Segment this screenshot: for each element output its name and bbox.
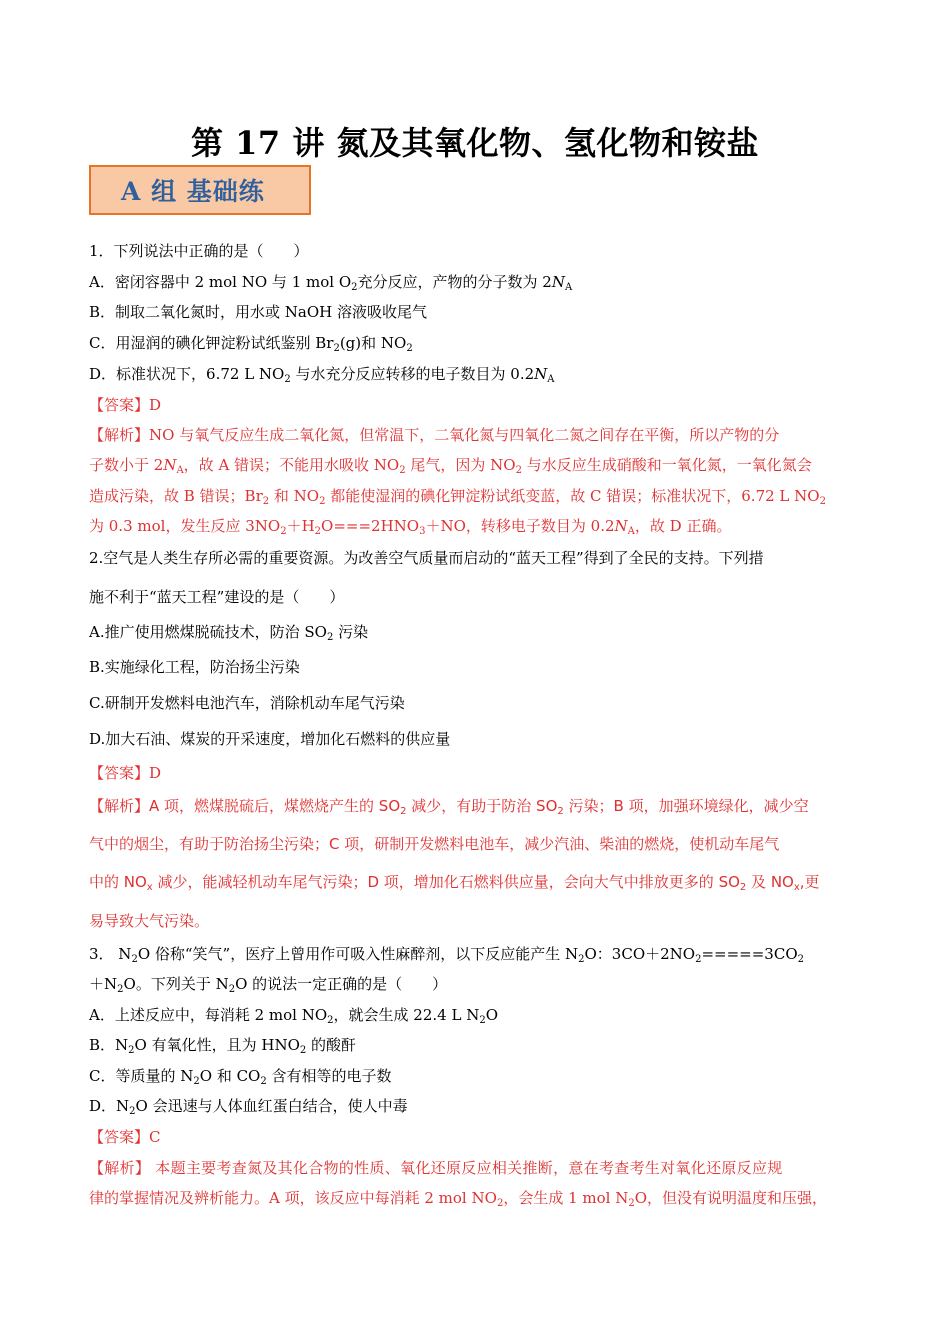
q2-answer: 【答案】D [89, 764, 162, 782]
q3-option-c[interactable]: C．等质量的 $N_2O$ 和 $CO_2$ 含有相等的电子数 [89, 1067, 392, 1087]
q2-option-b[interactable]: B.实施绿化工程，防治扬尘污染 [89, 658, 300, 676]
q1-analysis-line: 【解析】NO 与氧气反应生成二氧化氮，但常温下，二氧化氮与四氧化二氮之间存在平衡，所以产物的分 [89, 426, 780, 444]
q2-analysis-line: 易导致大气污染。 [89, 912, 210, 930]
q1-analysis-line: 造成污染，故 B 错误；$Br_2$ 和 $NO_2$ 都能使湿润的碘化钾淀粉试纸变蓝，故 C 错误；标准状况下，6.72 L $NO_2$ [89, 487, 826, 507]
q3-stem: $+N_2O$。下列关于 $N_2O$ 的说法一定正确的是（ ） [89, 975, 448, 995]
section-badge-label: A 组 基础练 [121, 177, 265, 206]
q2-stem: 施不利于“蓝天工程”建设的是（ ） [89, 588, 345, 606]
q2-option-a[interactable]: A.推广使用燃煤脱硫技术，防治 $SO_2$ 污染 [89, 623, 369, 643]
q2-option-d[interactable]: D.加大石油、煤炭的开采速度，增加化石燃料的供应量 [89, 730, 451, 748]
q1-option-d[interactable]: D．标准状况下，6.72 L $NO_2$ 与水充分反应转移的电子数目为 $0.2N_A$ [89, 365, 555, 385]
q1-analysis-line: 子数小于 $2N_A$，故 A 错误；不能用水吸收 $NO_2$ 尾气，因为 $NO_2$ 与水反应生成硝酸和一氧化氮，一氧化氮会 [89, 456, 812, 476]
q1-analysis-line: 为 0.3 mol，发生反应 $3NO_2+H_2O===2HNO_3+NO$，转移电子数目为 $0.2N_A$，故 D 正确。 [89, 517, 732, 537]
q2-analysis-line: 气中的烟尘，有助于防治扬尘污染；C 项，研制开发燃料电池车，减少汽油、柴油的燃烧，使机动车尾气 [89, 835, 780, 853]
q3-option-a[interactable]: A．上述反应中，每消耗 2 mol $NO_2$，就会生成 22.4 L $N_2O$ [89, 1006, 499, 1026]
q3-option-d[interactable]: D．$N_2O$ 会迅速与人体血红蛋白结合，使人中毒 [89, 1097, 408, 1117]
q1-stem: 1．下列说法中正确的是（ ） [89, 242, 309, 260]
q1-option-b[interactable]: B．制取二氧化氮时，用水或 NaOH 溶液吸收尾气 [89, 303, 428, 321]
section-badge [89, 165, 311, 215]
q2-analysis-line: 【解析】A 项，燃煤脱硫后，煤燃烧产生的 $SO_2$ 减少，有助于防治 $SO_2$ 污染；B 项，加强环境绿化，减少空 [89, 797, 809, 817]
q3-analysis-line: 【解析】 本题主要考查氮及其化合物的性质、氧化还原反应相关推断，意在考查考生对氧化还原反应规 [89, 1159, 783, 1177]
q1-answer: 【答案】D [89, 396, 162, 414]
q1-option-c[interactable]: C．用湿润的碘化钾淀粉试纸鉴别 $Br_2(g)$和 $NO_2$ [89, 334, 413, 354]
q1-option-a[interactable]: A．密闭容器中 2 mol NO 与 1 mol $O_2$充分反应，产物的分子数为 $2N_A$ [89, 273, 573, 293]
q3-analysis-line: 律的掌握情况及辨析能力。A 项，该反应中每消耗 2 mol $NO_2$，会生成 1 mol $N_2O$，但没有说明温度和压强， [89, 1189, 828, 1209]
q3-stem: 3． $N_2O$ 俗称“笑气”，医疗上曾用作可吸入性麻醉剂，以下反应能产生 $N_2O$：$3CO+2NO_2=====3CO_2$ [89, 945, 805, 965]
q2-analysis-line: 中的 $NO_x$ 减少，能减轻机动车尾气污染；D 项，增加化石燃料供应量，会向大气中排放更多的 $SO_2$ 及 $NO_x$,更 [89, 873, 820, 893]
q2-stem: 2.空气是人类生存所必需的重要资源。为改善空气质量而启动的“蓝天工程”得到了全民的支持。下列措 [89, 549, 764, 567]
q3-answer: 【答案】C [89, 1128, 161, 1146]
q3-option-b[interactable]: B．$N_2O$ 有氧化性，且为 $HNO_2$ 的酸酐 [89, 1036, 357, 1056]
page-title: 第 17 讲 氮及其氧化物、氢化物和铵盐 [191, 124, 759, 162]
q2-option-c[interactable]: C.研制开发燃料电池汽车，消除机动车尾气污染 [89, 694, 405, 712]
